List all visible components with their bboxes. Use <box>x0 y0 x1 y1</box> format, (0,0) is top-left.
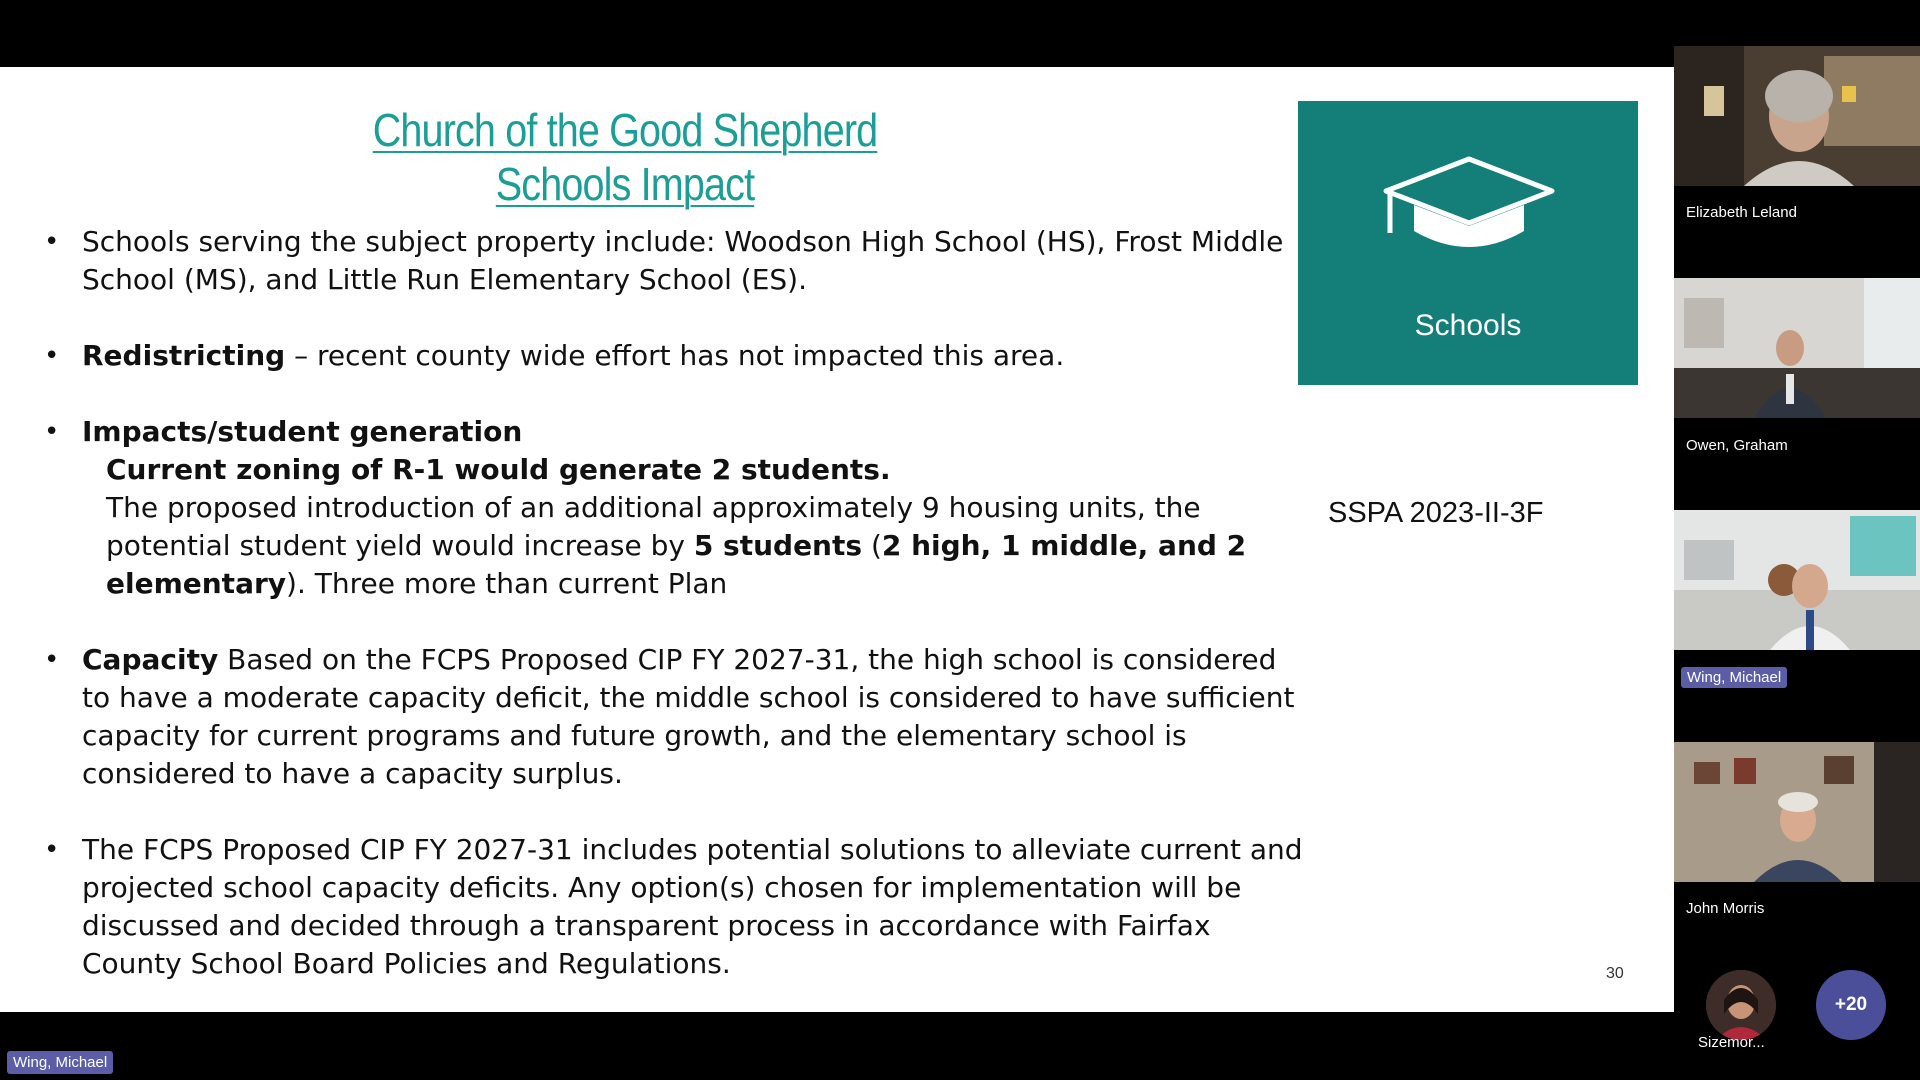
participant-name: Owen, Graham <box>1686 437 1788 454</box>
bullet-text: Schools serving the subject property include: Woodson High School (HS), Frost Middle School (MS), and Little Run Elementary School (ES). <box>82 225 1284 296</box>
page-number: 30 <box>1606 965 1624 982</box>
yield-breakdown: 2 high, 1 middle, and 2 elementary <box>106 529 1247 600</box>
bullet-bold: Redistricting <box>82 339 286 372</box>
bullet-text: The FCPS Proposed CIP FY 2027-31 includes potential solutions to alleviate current and projected school capacity deficits. Any option(s) chosen for implementation will be discussed and decided through a transparent process in accordance with Fairfax County School Board Policies and Regulations. <box>82 833 1303 980</box>
yield-text: ( <box>862 529 882 562</box>
avatar-name: Sizemor... <box>1698 1034 1765 1051</box>
plan-reference: SSPA 2023-II-3F <box>1328 497 1544 529</box>
participant-avatar[interactable] <box>1706 970 1776 1040</box>
more-participants-button[interactable]: +20 <box>1816 970 1886 1040</box>
participant-video[interactable] <box>1674 278 1920 418</box>
bullet-heading: Impacts/student generation <box>82 415 523 448</box>
participant-video[interactable] <box>1674 742 1920 882</box>
zoning-text: Current zoning of R-1 would generate 2 students. <box>106 453 891 486</box>
yield-bold: 5 students <box>693 529 863 562</box>
participant-video-active[interactable] <box>1674 510 1920 650</box>
slide-title <box>330 103 920 211</box>
bullet-bold: Capacity <box>82 643 219 676</box>
bullet-impacts <box>44 413 1304 603</box>
tile-label: Schools <box>1414 309 1522 342</box>
bullet-schools <box>44 223 1304 299</box>
graduation-cap-icon <box>1374 151 1564 261</box>
participant-name: Elizabeth Leland <box>1686 204 1797 221</box>
yield-text: The proposed introduction of an additional approximately 9 housing units, the potential student yield would increase by <box>106 491 1201 562</box>
active-speaker-label: Wing, Michael <box>7 1051 113 1074</box>
bullet-cip <box>44 831 1304 983</box>
yield-text: ). Three more than current Plan <box>286 567 728 600</box>
bullet-capacity <box>44 641 1304 793</box>
bullet-subtext <box>82 451 1304 603</box>
schools-tile <box>1298 101 1638 385</box>
slide-title-line2: Schools Impact <box>495 158 755 210</box>
participant-name: John Morris <box>1686 900 1765 917</box>
bullet-redistricting <box>44 337 1304 375</box>
participant-name: Wing, Michael <box>1681 667 1787 688</box>
bullet-list <box>44 223 1304 1012</box>
slide-title-line1: Church of the Good Shepherd <box>372 104 878 156</box>
presentation-slide <box>0 67 1674 1012</box>
bullet-text: Based on the FCPS Proposed CIP FY 2027-31, the high school is considered to have a moderate capacity deficit, the middle school is considered to have sufficient capacity for current programs and future growth, and the elementary school is considered to have a capacity surplus. <box>82 643 1295 790</box>
bullet-text: – recent county wide effort has not impacted this area. <box>285 339 1065 372</box>
participant-video[interactable] <box>1674 46 1920 186</box>
